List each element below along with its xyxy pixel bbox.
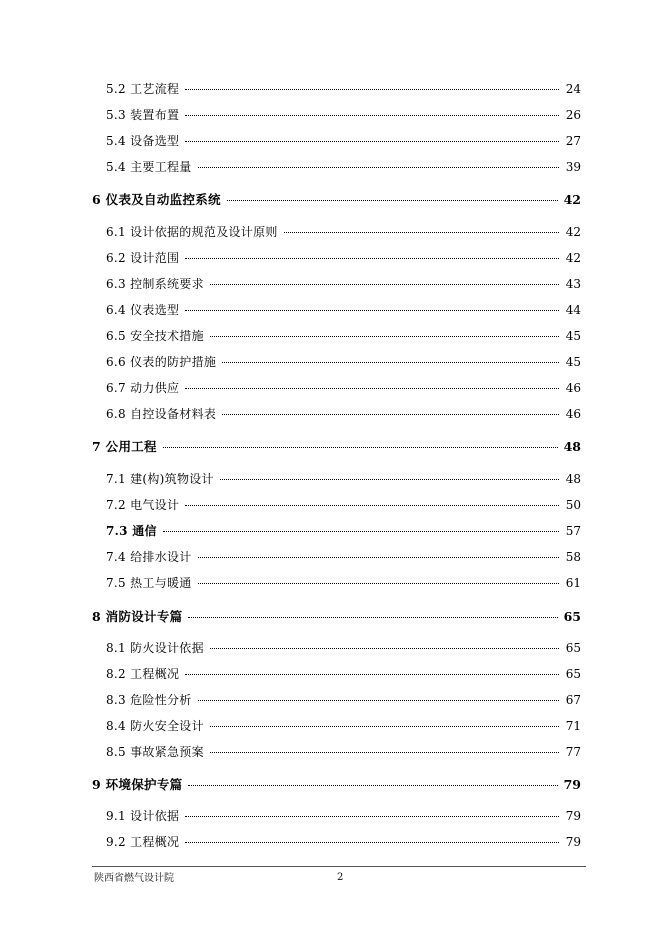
toc-dot-leader [198, 583, 559, 584]
toc-entry-title: 5.4 主要工程量 [106, 160, 192, 174]
toc-entry-title: 6.3 控制系统要求 [106, 277, 204, 291]
toc-page-number: 58 [565, 550, 581, 564]
toc-dot-leader [185, 310, 559, 311]
toc-dot-leader [163, 531, 559, 532]
toc-dot-leader [210, 336, 559, 337]
toc-entry-title: 6.1 设计依据的规范及设计原则 [106, 225, 278, 239]
toc-dot-leader [227, 200, 558, 201]
toc-page-number: 48 [565, 472, 581, 486]
toc-page-number: 39 [565, 160, 581, 174]
toc-entry-title: 5.2 工艺流程 [106, 82, 180, 96]
toc-dot-leader [185, 674, 559, 675]
toc-section-row[interactable] [106, 717, 581, 733]
toc-section-row[interactable] [106, 522, 581, 538]
toc-dot-leader [222, 362, 559, 363]
toc-section-row[interactable] [106, 691, 581, 707]
toc-entry-title: 5.4 设备选型 [106, 134, 180, 148]
toc-dot-leader [198, 167, 559, 168]
toc-entry-title: 8 消防设计专篇 [92, 609, 183, 624]
toc-section-row[interactable] [106, 80, 581, 96]
toc-entry-title: 7 公用工程 [92, 439, 157, 454]
toc-dot-leader [284, 232, 559, 233]
toc-section-row[interactable] [106, 665, 581, 681]
toc-dot-leader [163, 447, 558, 448]
toc-entry-title: 6.7 动力供应 [106, 381, 180, 395]
toc-page-number: 50 [565, 498, 581, 512]
toc-entry-title: 8.2 工程概况 [106, 667, 180, 681]
toc-section-row[interactable] [106, 223, 581, 239]
toc-dot-leader [188, 785, 557, 786]
toc-entry-title: 6 仪表及自动监控系统 [92, 192, 221, 207]
toc-page-number: 79 [565, 835, 581, 849]
toc-entry-title: 8.3 危险性分析 [106, 693, 192, 707]
toc-section-row[interactable] [106, 833, 581, 849]
toc-section-row[interactable] [106, 301, 581, 317]
toc-page-number: 42 [563, 192, 581, 207]
toc-dot-leader [185, 505, 559, 506]
toc-entry-title: 8.5 事故紧急预案 [106, 745, 204, 759]
toc-dot-leader [188, 617, 557, 618]
toc-page-number: 48 [563, 439, 581, 454]
toc-page-number: 65 [565, 641, 581, 655]
toc-page-number: 57 [565, 524, 581, 538]
toc-dot-leader [185, 115, 559, 116]
toc-dot-leader [210, 752, 559, 753]
toc-entry-title: 6.4 仪表选型 [106, 303, 180, 317]
toc-section-row[interactable] [106, 405, 581, 421]
toc-dot-leader [210, 726, 559, 727]
toc-entry-title: 9.1 设计依据 [106, 809, 180, 823]
toc-page-number: 65 [563, 609, 581, 624]
toc-dot-leader [185, 842, 559, 843]
toc-entry-title: 8.1 防火设计依据 [106, 641, 204, 655]
toc-entry-title: 9.2 工程概况 [106, 835, 180, 849]
toc-chapter-row[interactable] [92, 437, 581, 453]
toc-section-row[interactable] [106, 743, 581, 759]
toc-section-row[interactable] [106, 249, 581, 265]
toc-page-number: 42 [565, 225, 581, 239]
toc-chapter-row[interactable] [92, 607, 581, 623]
toc-page-number: 44 [565, 303, 581, 317]
toc-dot-leader [220, 479, 559, 480]
toc-entry-title: 7.5 热工与暖通 [106, 576, 192, 590]
toc-page-number: 65 [565, 667, 581, 681]
toc-dot-leader [222, 414, 559, 415]
toc-page-number: 42 [565, 251, 581, 265]
toc-section-row[interactable] [106, 470, 581, 486]
toc-entry-title: 6.2 设计范围 [106, 251, 180, 265]
toc-section-row[interactable] [106, 807, 581, 823]
toc-section-row[interactable] [106, 353, 581, 369]
toc-page-number: 71 [565, 719, 581, 733]
toc-dot-leader [185, 141, 559, 142]
toc-page-number: 45 [565, 355, 581, 369]
toc-section-row[interactable] [106, 639, 581, 655]
toc-entry-title: 7.1 建(构)筑物设计 [106, 472, 214, 486]
toc-dot-leader [185, 388, 559, 389]
toc-entry-title: 6.6 仪表的防护措施 [106, 355, 217, 369]
toc-entry-title: 7.4 给排水设计 [106, 550, 192, 564]
toc-entry-title: 6.8 自控设备材料表 [106, 407, 217, 421]
toc-entry-title: 6.5 安全技术措施 [106, 329, 204, 343]
toc-dot-leader [210, 648, 559, 649]
footer-rule [92, 866, 586, 867]
toc-section-row[interactable] [106, 158, 581, 174]
toc-section-row[interactable] [106, 106, 581, 122]
toc-entry-title: 5.3 装置布置 [106, 108, 180, 122]
toc-page-number: 61 [565, 576, 581, 590]
toc-dot-leader [185, 816, 559, 817]
toc-dot-leader [198, 700, 559, 701]
toc-page-number: 27 [565, 134, 581, 148]
toc-dot-leader [198, 557, 559, 558]
toc-section-row[interactable] [106, 275, 581, 291]
toc-page-number: 77 [565, 745, 581, 759]
toc-page-number: 79 [565, 809, 581, 823]
toc-entry-title: 7.3 通信 [106, 524, 157, 538]
toc-dot-leader [210, 284, 559, 285]
toc-section-row[interactable] [106, 327, 581, 343]
footer-organization: 陕西省燃气设计院 [94, 873, 174, 884]
toc-entry-title: 7.2 电气设计 [106, 498, 180, 512]
toc-page-number: 67 [565, 693, 581, 707]
toc-section-row[interactable] [106, 379, 581, 395]
toc-entry-title: 8.4 防火安全设计 [106, 719, 204, 733]
toc-dot-leader [185, 258, 559, 259]
toc-page-number: 24 [565, 82, 581, 96]
toc-entry-title: 9 环境保护专篇 [92, 777, 183, 792]
toc-dot-leader [185, 89, 559, 90]
toc-page-number: 43 [565, 277, 581, 291]
toc-section-row[interactable] [106, 496, 581, 512]
footer-page-number: 2 [337, 872, 344, 883]
toc-page-number: 46 [565, 381, 581, 395]
toc-section-row[interactable] [106, 574, 581, 590]
toc-page-number: 46 [565, 407, 581, 421]
toc-section-row[interactable] [106, 548, 581, 564]
toc-page-number: 26 [565, 108, 581, 122]
toc-chapter-row[interactable] [92, 190, 581, 206]
toc-page-number: 45 [565, 329, 581, 343]
toc-page-number: 79 [563, 777, 581, 792]
toc-chapter-row[interactable] [92, 775, 581, 791]
toc-section-row[interactable] [106, 132, 581, 148]
